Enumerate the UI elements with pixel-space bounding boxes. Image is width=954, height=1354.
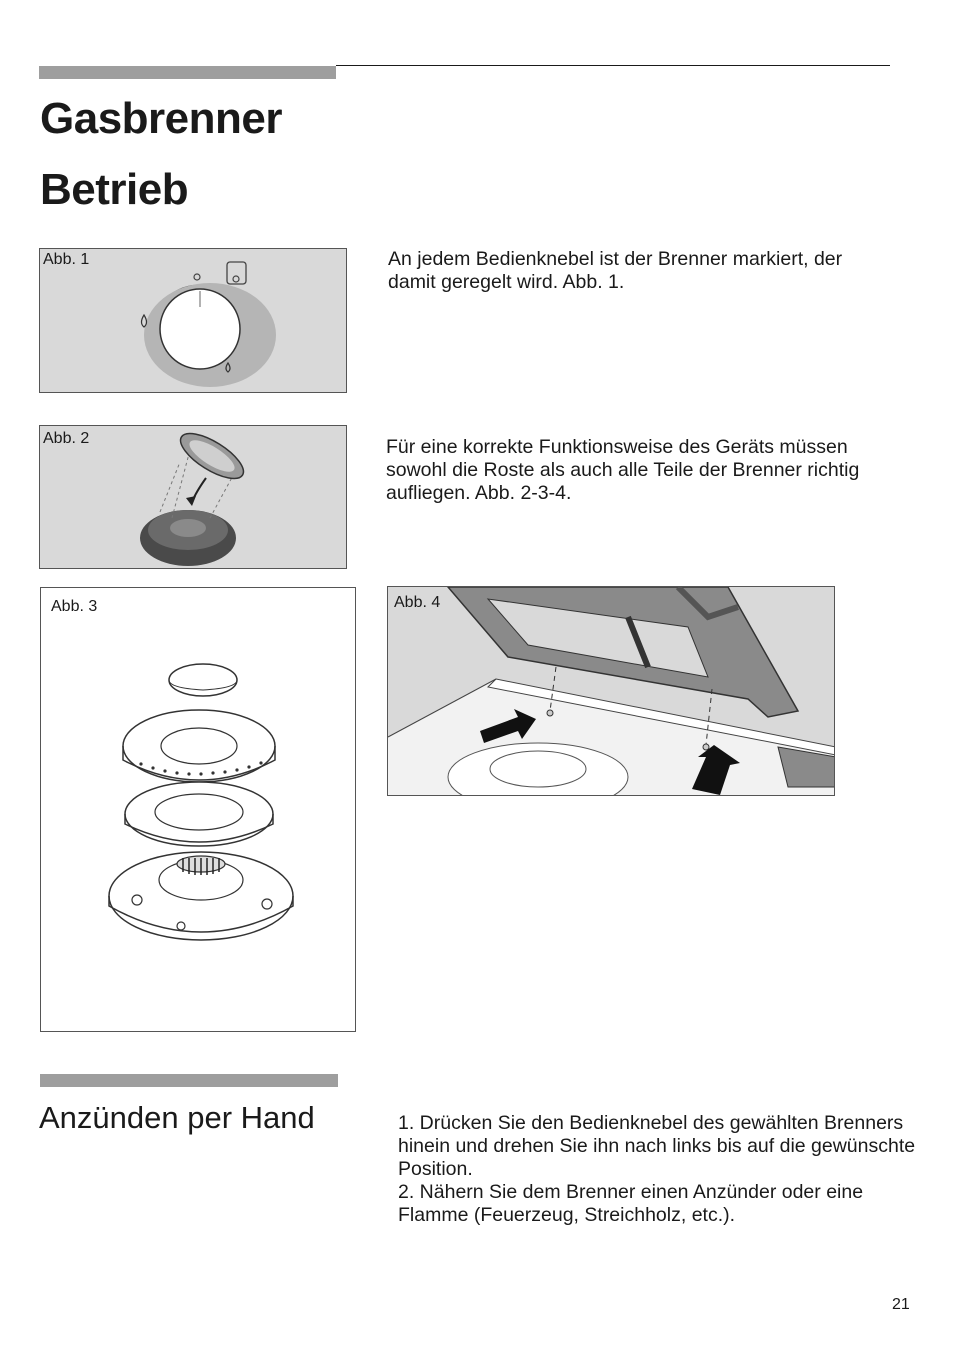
figure-1-knob: [39, 248, 347, 393]
figure-4-grate-positioning: [387, 586, 835, 796]
knob-illustration: [40, 249, 347, 393]
page-number: 21: [892, 1296, 910, 1313]
grate-illustration: [388, 587, 835, 796]
figure-4-label: Abb. 4: [394, 594, 441, 611]
figure-3-burner-parts: [40, 587, 356, 1032]
figure-2-label: Abb. 2: [43, 430, 90, 447]
header-rule-line: [336, 65, 890, 66]
steps-list: [398, 1112, 923, 1227]
step-item: 1. Drücken Sie den Bedienknebel des gewählten Brenners hinein und drehen Sie ihn nach links bis auf die gewünschte Position.: [398, 1112, 916, 1180]
paragraph-knob-marking: An jedem Bedienknebel ist der Brenner markiert, der damit geregelt wird. Abb. 1.: [388, 248, 843, 293]
page-title: Gasbrenner: [40, 94, 282, 143]
figure-3-label: Abb. 3: [51, 598, 98, 615]
figure-1-label: Abb. 1: [43, 251, 90, 268]
exploded-burner-illustration: [41, 588, 356, 1032]
page-subtitle: Betrieb: [40, 165, 189, 214]
header-rule-bar: [39, 66, 336, 79]
section-heading-manual-ignition: Anzünden per Hand: [39, 1100, 315, 1135]
section-rule-bar: [40, 1074, 338, 1087]
step-item: 2. Nähern Sie dem Brenner einen Anzünder oder eine Flamme (Feuerzeug, Streichholz, etc.).: [398, 1181, 864, 1226]
figure-2-burner-cap: [39, 425, 347, 569]
paragraph-correct-placement: Für eine korrekte Funktionsweise des Geräts müssen sowohl die Roste als auch alle Teile der Brenner richtig aufliegen. Abb. 2-3-4.: [386, 436, 860, 504]
